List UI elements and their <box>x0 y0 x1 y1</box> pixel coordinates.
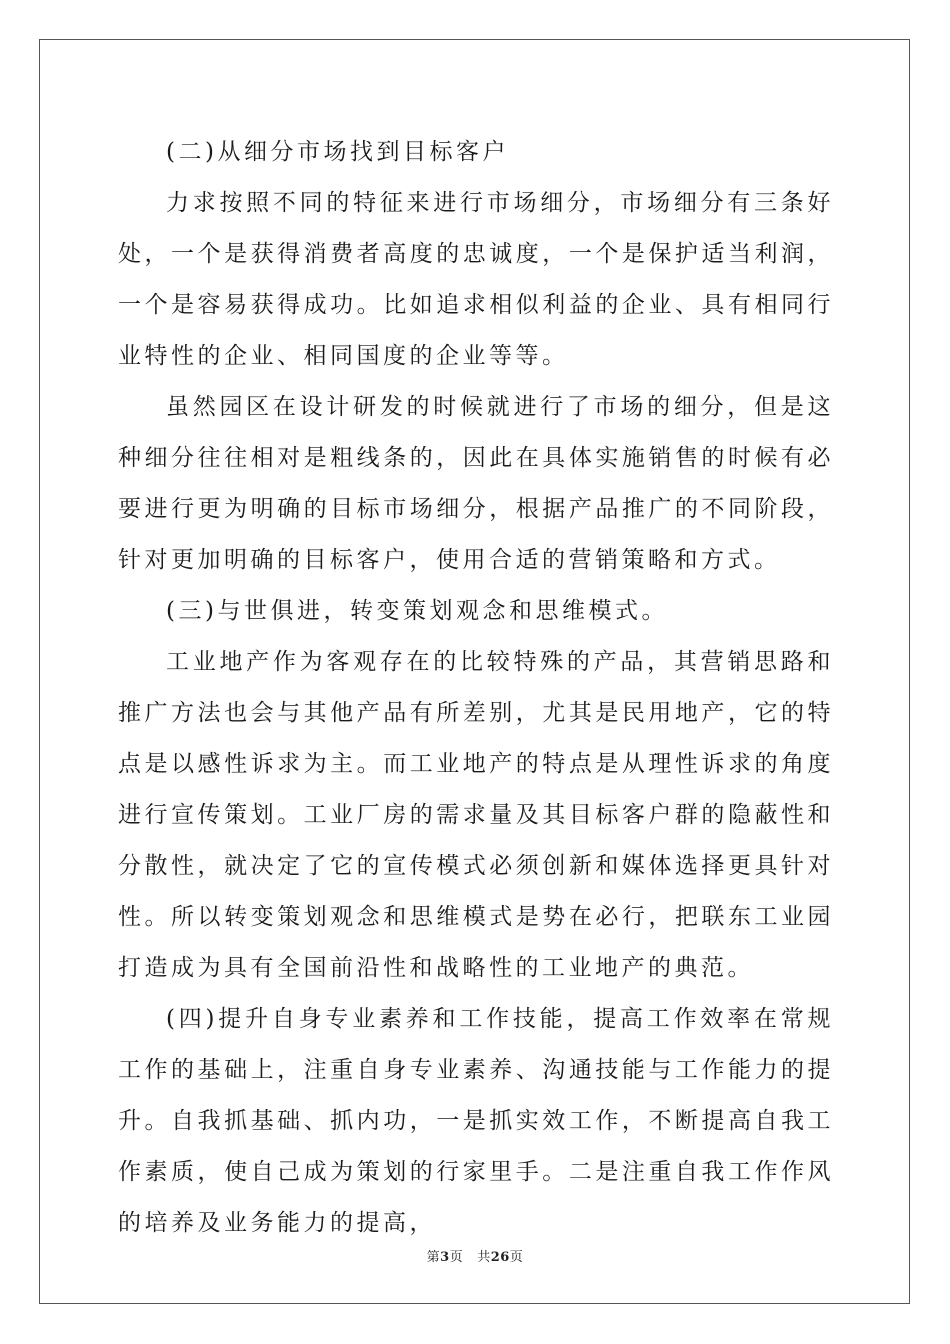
document-body <box>118 127 834 1249</box>
footer-page-unit: 页 <box>449 1250 464 1265</box>
footer-total-unit: 页 <box>509 1250 524 1265</box>
paragraph-heading-3: (三)与世俱进，转变策划观念和思维模式。 <box>166 598 668 624</box>
paragraph-heading-2: (二)从细分市场找到目标客户 <box>166 139 509 165</box>
page-footer <box>0 1246 950 1265</box>
paragraph: 工业地产作为客观存在的比较特殊的产品，其营销思路和推广方法也会与其他产品有所差别，尤其是民用地产，它的特点是以感性诉求为主。而工业地产的特点是从理性诉求的角度进行宣传策划。工业厂房的需求量及其目标客户群的隐蔽性和分散性，就决定了它的宣传模式必须创新和媒体选择更具针对性。所以转变策划观念和思维模式是势在必行，把联东工业园打造成为具有全国前沿性和战略性的工业地产的典范。 <box>118 649 834 981</box>
footer-total-prefix: 共 <box>477 1250 491 1265</box>
paragraph: 虽然园区在设计研发的时候就进行了市场的细分，但是这种细分往往相对是粗线条的，因此在具体实施销售的时候有必要进行更为明确的目标市场细分，根据产品推广的不同阶段，针对更加明确的目标客户，使用合适的营销策略和方式。 <box>118 394 834 573</box>
footer-page-prefix: 第 <box>426 1250 441 1265</box>
paragraph-heading-4: (四)提升自身专业素养和工作技能，提高工作效率在常规工作的基础上，注重自身专业素养、沟通技能与工作能力的提升。自我抓基础、抓内功，一是抓实效工作，不断提高自我工作素质，使自己成为策划的行家里手。二是注重自我工作作风的培养及业务能力的提高， <box>118 1006 834 1236</box>
footer-total-pages: 26 <box>490 1250 510 1265</box>
paragraph: 力求按照不同的特征来进行市场细分，市场细分有三条好处，一个是获得消费者高度的忠诚度，一个是保护适当利润，一个是容易获得成功。比如追求相似利益的企业、具有相同行业特性的企业、相同国度的企业等等。 <box>118 190 834 369</box>
footer-current-page: 3 <box>440 1250 450 1265</box>
